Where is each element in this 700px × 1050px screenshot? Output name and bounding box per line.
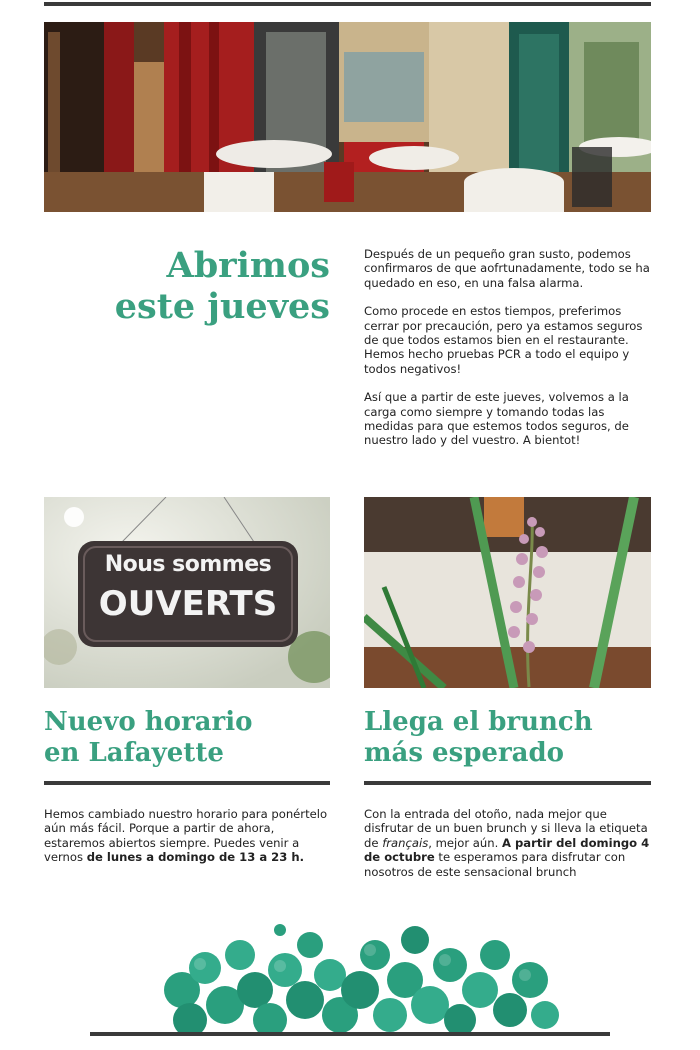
left-text-regular: Hemos cambiado nuestro horario para ponértelo aún más fácil. Porque a partir de ahora, estaremos abiertos siempre. Puedes venir a vernos — [44, 807, 328, 865]
flower-photo — [364, 497, 651, 688]
hero-title-line-2: este jueves — [114, 286, 330, 327]
top-rule — [44, 2, 651, 6]
right-title-line-2: más esperado — [364, 738, 565, 768]
right-text-regular: , mejor aún. — [428, 835, 502, 850]
bottom-rule — [90, 1032, 610, 1036]
right-text-bold: A partir del domingo 4 de octubre — [364, 835, 650, 865]
left-article-rule — [44, 781, 330, 785]
sign-line-1: Nous sommes — [104, 552, 272, 577]
hero-paragraph: Como procede en estos tiempos, preferimos cerrar por precaución, pero ya estamos seguros de que todos estamos bien en el restaurante. Hemos hecho pruebas PCR a todo el equipo y todos negativos! — [364, 304, 643, 376]
right-article-rule — [364, 781, 651, 785]
right-title-line-1: Llega el brunch — [364, 707, 593, 737]
hero-title-line-1: Abrimos — [166, 245, 330, 286]
left-article-title — [44, 707, 334, 769]
right-article-title — [364, 707, 654, 769]
left-text-bold: de lunes a domingo de 13 a 23 h. — [86, 850, 305, 865]
left-title-line-2: en Lafayette — [44, 738, 224, 768]
hero-paragraph: Así que a partir de este jueves, volvemos a la carga como siempre y tomando todas las medidas para que estemos todos seguros, de nuestro lado y del vuestro. A bientot! — [364, 390, 629, 448]
left-article-text — [44, 807, 332, 865]
right-text-regular: Con la entrada del otoño, nada mejor que disfrutar de un buen brunch y si lleva la etiqueta de — [364, 807, 648, 850]
hero-title — [60, 245, 330, 327]
right-text-italic: français — [382, 835, 429, 850]
hero-paragraph: Después de un pequeño gran susto, podemos confirmaros de que aofrtunadamente, todo se ha quedado en eso, en una falsa alarma. — [364, 247, 650, 290]
right-text-regular: te esperamos para disfrutar con nosotros de este sensacional brunch — [364, 850, 626, 879]
restaurant-interior-photo — [44, 22, 651, 212]
right-article-text — [364, 807, 652, 879]
hero-text — [364, 247, 654, 462]
eucalyptus-leaves-illustration — [160, 920, 560, 1032]
open-sign-photo — [44, 497, 330, 688]
sign-line-2: OUVERTS — [98, 584, 278, 624]
left-title-line-1: Nuevo horario — [44, 707, 253, 737]
